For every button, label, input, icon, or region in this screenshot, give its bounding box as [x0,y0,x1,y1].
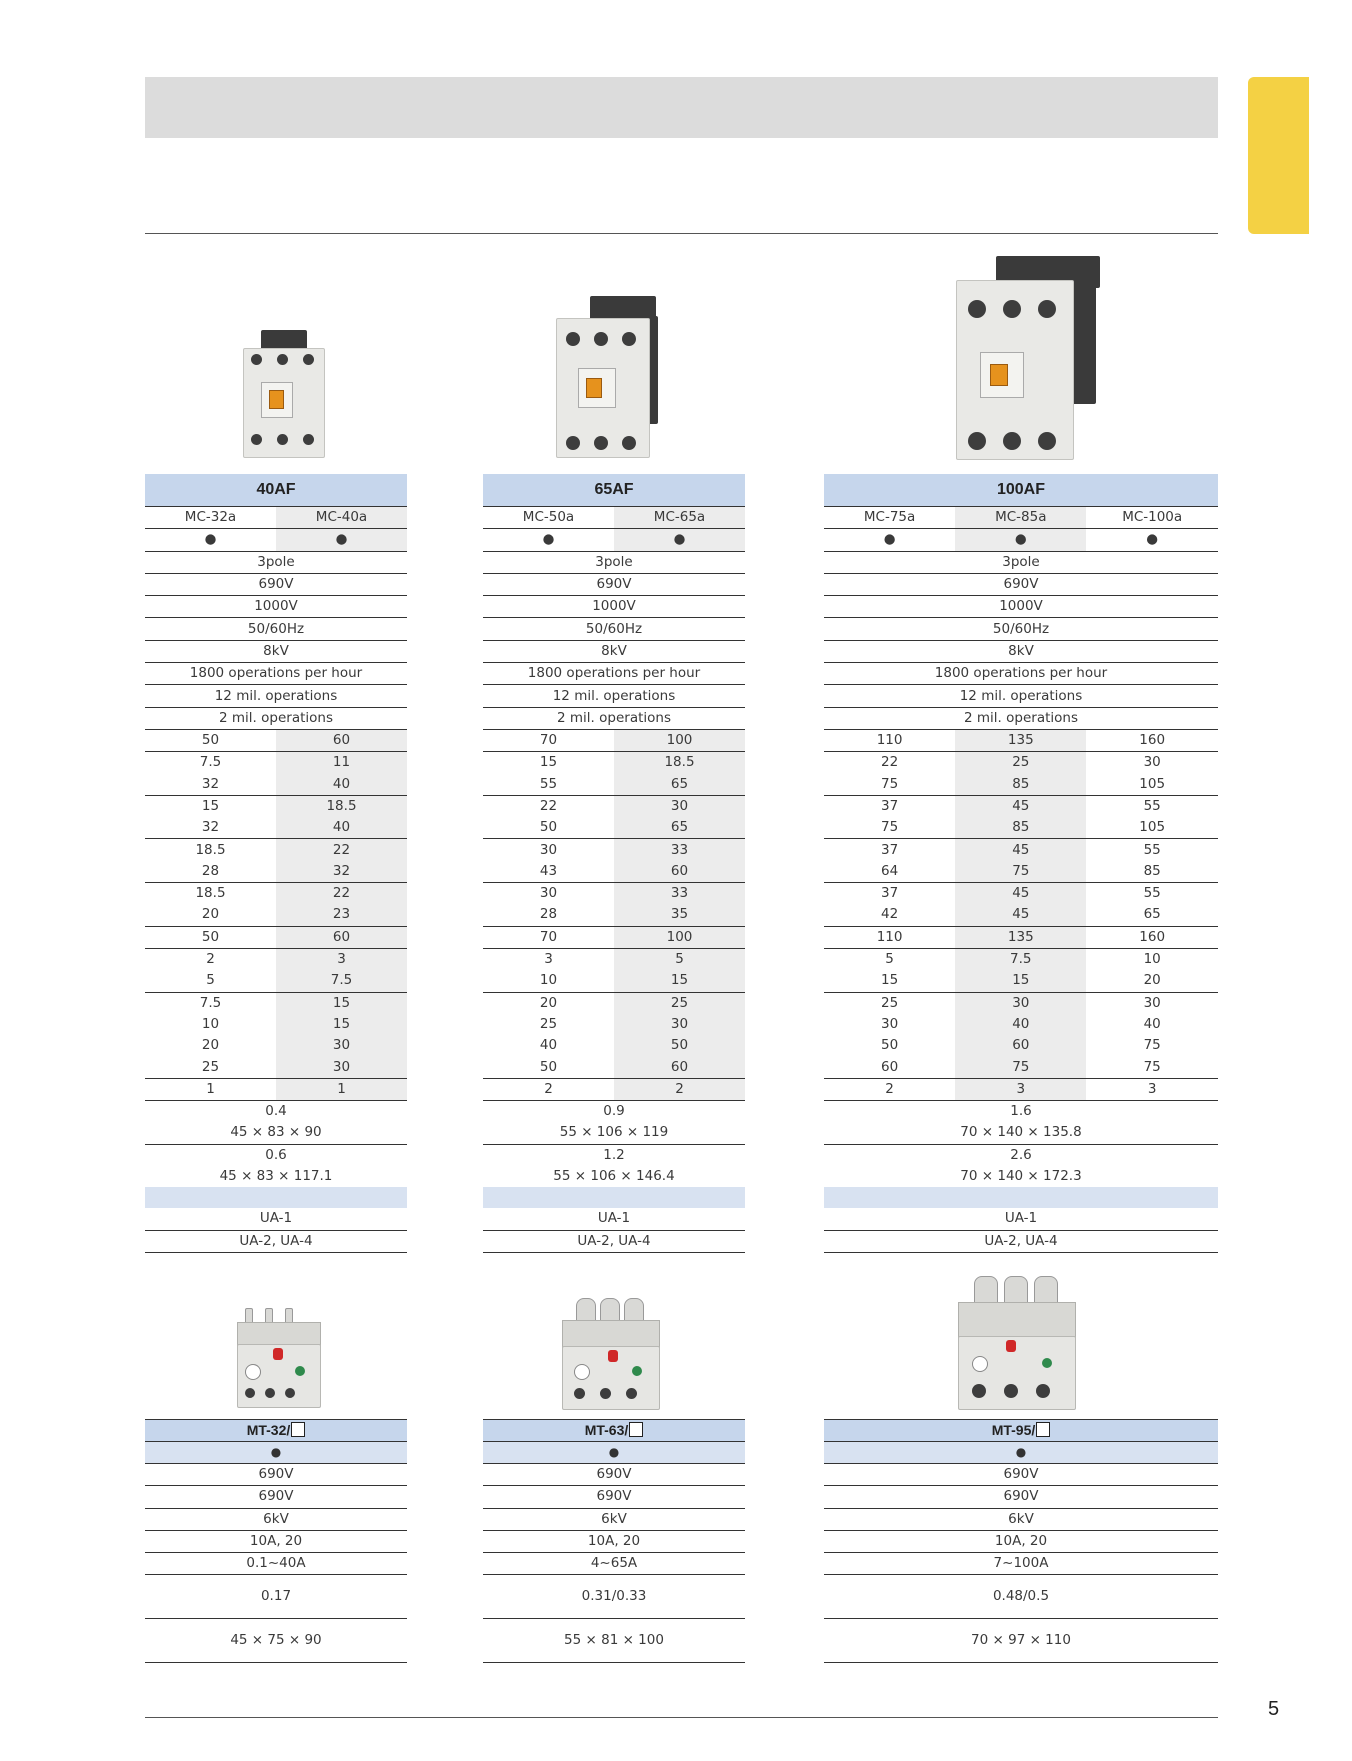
rating-cell: 22 [276,883,407,905]
rating-cell: 85 [955,817,1086,839]
rating-cell: 2 [483,1078,614,1100]
rating-cell: 42 [824,904,955,926]
accessory-value: UA-1 [824,1208,1218,1230]
rating-cell: 5 [145,970,276,992]
spec-table [824,506,1218,1187]
availability-row [483,529,745,551]
relay-dimensions: 70 × 97 × 110 [824,1619,1218,1663]
rating-cell: 40 [955,1014,1086,1035]
rating-cell: 2 [206,951,215,968]
pole-value: 3pole [145,551,407,573]
relay-column-mt63 [483,1419,745,1663]
rating-cell: 33 [614,883,745,905]
rating-cell: 85 [1086,861,1218,883]
spec-column-100af [824,474,1218,1253]
rating-cell: 18.5 [614,752,745,774]
relay-availability-band [483,1442,745,1464]
rating-cell: 20 [201,1037,220,1054]
accessory-value: UA-2, UA-4 [824,1230,1218,1252]
rating-cell: 22 [276,839,407,861]
divider-top [145,233,1218,234]
accessory-value: UA-1 [483,1208,745,1230]
availability-row [145,529,407,551]
model-name: MC-40a [276,507,407,529]
rating-cell: 30 [539,885,558,902]
rating-cell: 50 [483,817,614,839]
rating-cell: 23 [276,904,407,926]
rating-cell: 60 [824,1056,955,1078]
rating-cell: 37 [881,885,899,902]
relay-model-name: MT-32/ [246,1422,291,1438]
rating-cell: 40 [276,774,407,796]
rating-cell: 45 [955,839,1086,861]
rating-cell: 3 [276,948,407,970]
relay-mt32-image [237,1308,323,1408]
rating-cell: 20 [1086,970,1218,992]
rating-cell: 30 [1143,994,1161,1011]
model-row [145,507,407,529]
availability-dot: ● [276,529,407,551]
rating-cell: 65 [614,774,745,796]
operating-frequency-value: 1800 operations per hour [824,663,1218,685]
rating-cell: 110 [824,729,955,751]
relay-spec-table [145,1464,407,1663]
relay-impulse-voltage: 6kV [824,1508,1218,1530]
dimensions-value: 70 × 140 × 172.3 [960,1168,1082,1185]
relay-availability-band [145,1442,407,1464]
rating-cell: 64 [824,861,955,883]
weight-value: 0.4 [265,1103,287,1120]
rating-cell: 22 [881,754,899,771]
availability-dot: ● [1015,1445,1027,1459]
rating-cell: 25 [145,1056,276,1078]
rating-cell: 43 [483,861,614,883]
checkbox-icon [291,1422,305,1437]
rating-cell: 15 [614,970,745,992]
section-tab[interactable] [1248,77,1309,234]
rating-cell: 15 [824,970,955,992]
relay-insulation-voltage: 690V [824,1486,1218,1508]
relay-dimensions: 45 × 75 × 90 [145,1619,407,1663]
checkbox-icon [1036,1422,1050,1437]
rating-cell: 105 [1086,774,1218,796]
rating-cell: 40 [1143,1015,1161,1032]
frequency-value: 50/60Hz [145,618,407,640]
contactor-40af-image [243,330,325,458]
relay-weight: 0.48/0.5 [824,1575,1218,1619]
rating-cell: 75 [824,774,955,796]
rating-cell: 60 [276,926,407,948]
relay-trip-class: 10A, 20 [824,1530,1218,1552]
rating-cell: 60 [276,729,407,751]
operating-frequency-value: 1800 operations per hour [483,663,745,685]
dimensions-value: 45 × 83 × 117.1 [219,1168,333,1185]
relay-model-name: MT-95/ [991,1422,1036,1438]
checkbox-icon [629,1422,643,1437]
relay-insulation-voltage: 690V [145,1486,407,1508]
rating-cell: 2 [824,1078,955,1100]
availability-dot: ● [955,529,1086,551]
relay-model-header [824,1419,1218,1442]
spec-column-40af [145,474,407,1253]
rating-cell: 3 [1086,1078,1218,1100]
rating-cell: 110 [824,926,955,948]
rating-cell: 65 [614,817,745,839]
relay-availability-band [824,1442,1218,1464]
mechanical-life-value: 12 mil. operations [145,685,407,707]
rating-cell: 45 [955,795,1086,817]
model-name: MC-75a [824,507,955,529]
accessory-band [483,1187,745,1208]
weight-value: 2.6 [1010,1146,1032,1163]
rating-cell: 7.5 [199,754,222,771]
availability-dot: ● [824,529,955,551]
rating-cell: 65 [1086,904,1218,926]
accessory-value: UA-2, UA-4 [145,1230,407,1252]
weight-value: 0.9 [603,1103,625,1120]
operating-frequency-value: 1800 operations per hour [145,663,407,685]
relay-setting-range: 0.1~40A [145,1553,407,1575]
rating-cell: 45 [955,883,1086,905]
model-name: MC-50a [483,507,614,529]
rating-cell: 75 [1143,1037,1161,1054]
electrical-life-value: 2 mil. operations [824,707,1218,729]
accessory-band [145,1187,407,1208]
pole-value: 3pole [483,551,745,573]
rating-cell: 75 [955,1056,1086,1078]
availability-dot: ● [608,1445,620,1459]
rating-cell: 28 [483,904,614,926]
accessory-value: UA-2, UA-4 [483,1230,745,1252]
frequency-value: 50/60Hz [824,618,1218,640]
rating-cell: 32 [145,774,276,796]
relay-rated-voltage: 690V [145,1464,407,1486]
rating-cell: 25 [614,992,745,1014]
rating-cell: 135 [955,729,1086,751]
rating-cell: 45 [955,904,1086,926]
relay-setting-range: 7~100A [824,1553,1218,1575]
rating-cell: 70 [483,926,614,948]
mechanical-life-value: 12 mil. operations [483,685,745,707]
availability-dot: ● [145,529,276,551]
relay-rated-voltage: 690V [824,1464,1218,1486]
dimensions-value: 45 × 83 × 90 [145,1122,407,1144]
relay-model-name: MT-63/ [584,1422,629,1438]
page-number: 5 [1268,1698,1280,1720]
relay-setting-range: 4~65A [483,1553,745,1575]
rating-cell: 55 [1143,841,1161,858]
frame-header: 40AF [145,474,407,506]
rating-cell: 50 [145,926,276,948]
electrical-life-value: 2 mil. operations [145,707,407,729]
rating-cell: 50 [881,1037,899,1054]
rating-cell: 32 [276,861,407,883]
mechanical-life-value: 12 mil. operations [824,685,1218,707]
impulse-voltage-value: 8kV [824,640,1218,662]
frame-header: 65AF [483,474,745,506]
insulation-voltage-value: 1000V [824,596,1218,618]
rating-cell: 18.5 [276,795,407,817]
model-row [483,507,745,529]
spec-table [145,506,407,1187]
rating-cell: 20 [539,994,558,1011]
rating-cell: 135 [955,926,1086,948]
rating-cell: 25 [955,752,1086,774]
rating-cell: 5 [885,951,894,968]
insulation-voltage-value: 1000V [145,596,407,618]
rating-cell: 60 [955,1035,1086,1056]
rating-cell: 25 [539,1015,558,1032]
accessory-table [145,1208,407,1253]
rating-cell: 25 [881,994,899,1011]
pole-value: 3pole [824,551,1218,573]
rating-cell: 55 [483,774,614,796]
rating-cell: 30 [276,1035,407,1056]
rated-voltage-value: 690V [483,573,745,595]
rating-cell: 60 [614,1056,745,1078]
rating-cell: 55 [1143,885,1161,902]
rating-cell: 7.5 [955,948,1086,970]
model-name: MC-65a [614,507,745,529]
rating-cell: 10 [201,1015,220,1032]
rating-cell: 2 [614,1078,745,1100]
model-name: MC-85a [955,507,1086,529]
dimensions-value: 55 × 106 × 146.4 [553,1168,675,1185]
rated-voltage-value: 690V [145,573,407,595]
relay-rated-voltage: 690V [483,1464,745,1486]
relay-weight: 0.31/0.33 [483,1575,745,1619]
relay-dimensions: 55 × 81 × 100 [483,1619,745,1663]
rating-cell: 50 [483,1056,614,1078]
relay-spec-table [483,1464,745,1663]
rating-cell: 35 [614,904,745,926]
weight-value: 1.6 [1010,1103,1032,1120]
rating-cell: 40 [276,817,407,839]
accessory-band [824,1187,1218,1208]
model-name: MC-100a [1086,507,1218,529]
rating-cell: 18.5 [195,885,226,902]
availability-dot: ● [483,529,614,551]
accessory-table [483,1208,745,1253]
rating-cell: 100 [614,729,745,751]
model-name: MC-32a [145,507,276,529]
impulse-voltage-value: 8kV [483,640,745,662]
rating-cell: 30 [955,992,1086,1014]
rating-cell: 7.5 [199,994,222,1011]
contactor-65af-image [556,296,660,458]
rating-cell: 15 [276,1014,407,1035]
rating-cell: 75 [824,817,955,839]
relay-weight: 0.17 [145,1575,407,1619]
relay-impulse-voltage: 6kV [483,1508,745,1530]
relay-mt95-image [958,1276,1078,1410]
relay-trip-class: 10A, 20 [145,1530,407,1552]
relay-insulation-voltage: 690V [483,1486,745,1508]
impulse-voltage-value: 8kV [145,640,407,662]
rating-cell: 10 [1143,951,1161,968]
rating-cell: 30 [539,841,558,858]
contactor-100af-image [954,256,1114,460]
rating-cell: 30 [881,1015,899,1032]
accessory-table [824,1208,1218,1253]
availability-dot: ● [1086,529,1218,551]
rating-cell: 10 [483,970,614,992]
rating-cell: 15 [201,798,220,814]
rating-cell: 75 [955,861,1086,883]
rating-cell: 37 [881,841,899,858]
relay-trip-class: 10A, 20 [483,1530,745,1552]
spec-table [483,506,745,1187]
relay-model-header [145,1419,407,1442]
accessory-value: UA-1 [145,1208,407,1230]
rating-cell: 5 [614,948,745,970]
rating-cell: 32 [145,817,276,839]
dimensions-value: 70 × 140 × 135.8 [824,1122,1218,1144]
weight-value: 1.2 [603,1146,625,1163]
spec-column-65af [483,474,745,1253]
rating-cell: 1 [276,1078,407,1100]
rating-cell: 15 [539,754,558,771]
header-band [145,77,1218,138]
availability-dot: ● [270,1445,282,1459]
rating-cell: 15 [955,970,1086,992]
rating-cell: 100 [614,926,745,948]
availability-dot: ● [614,529,745,551]
dimensions-value: 55 × 106 × 119 [483,1122,745,1144]
rating-cell: 30 [614,795,745,817]
divider-bottom [145,1717,1218,1718]
rating-cell: 28 [145,861,276,883]
relay-impulse-voltage: 6kV [145,1508,407,1530]
rating-cell: 105 [1086,817,1218,839]
rating-cell: 7.5 [276,970,407,992]
rating-cell: 60 [614,861,745,883]
rating-cell: 30 [614,1014,745,1035]
insulation-voltage-value: 1000V [483,596,745,618]
rating-cell: 1 [145,1078,276,1100]
frequency-value: 50/60Hz [483,618,745,640]
rated-voltage-value: 690V [824,573,1218,595]
rating-cell: 75 [1086,1056,1218,1078]
frame-header: 100AF [824,474,1218,506]
relay-column-mt32 [145,1419,407,1663]
relay-model-header [483,1419,745,1442]
rating-cell: 160 [1086,926,1218,948]
rating-cell: 160 [1086,729,1218,751]
model-row [824,507,1218,529]
rating-cell: 40 [539,1037,558,1054]
relay-spec-table [824,1464,1218,1663]
rating-cell: 15 [276,992,407,1014]
rating-cell: 55 [1143,798,1161,814]
rating-cell: 50 [614,1035,745,1056]
rating-cell: 30 [1143,754,1161,771]
relay-mt63-image [562,1298,662,1410]
relay-column-mt95 [824,1419,1218,1663]
electrical-life-value: 2 mil. operations [483,707,745,729]
rating-cell: 3 [955,1078,1086,1100]
rating-cell: 22 [539,798,558,814]
rating-cell: 70 [483,729,614,751]
availability-row [824,529,1218,551]
weight-value: 0.6 [265,1146,287,1163]
rating-cell: 11 [276,752,407,774]
rating-cell: 50 [145,729,276,751]
rating-cell: 18.5 [195,841,226,858]
rating-cell: 30 [276,1056,407,1078]
rating-cell: 33 [614,839,745,861]
rating-cell: 3 [544,951,553,968]
rating-cell: 85 [955,774,1086,796]
rating-cell: 37 [881,798,899,814]
rating-cell: 20 [145,904,276,926]
